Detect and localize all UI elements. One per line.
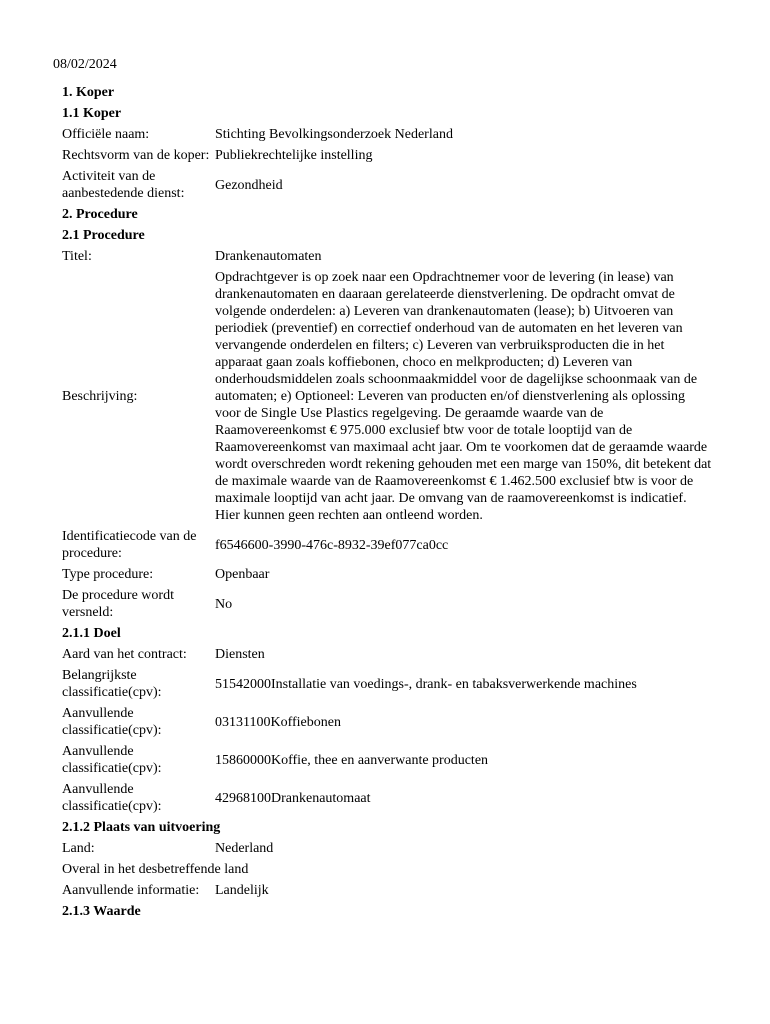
field-row (62, 126, 712, 143)
section-heading: 2. Procedure (62, 207, 138, 222)
field-label: Aanvullende classificatie(cpv): (62, 782, 162, 814)
field-label: Activiteit van de aanbestedende dienst: (62, 169, 185, 201)
field-row (62, 667, 712, 701)
field-label: Aanvullende classificatie(cpv): (62, 706, 162, 738)
field-value: 03131100Koffiebonen (215, 714, 341, 730)
field-row (62, 248, 712, 265)
field-value: No (215, 596, 233, 612)
field-value: Diensten (215, 647, 265, 662)
document-date: 08/02/2024 (53, 57, 117, 72)
section-heading: 1.1 Koper (62, 106, 122, 121)
field-label: Belangrijkste classificatie(cpv): (62, 668, 162, 700)
field-row (62, 269, 712, 524)
field-label: Identificatiecode van de procedure: (62, 529, 197, 561)
field-row (62, 528, 712, 562)
field-row (62, 743, 712, 777)
section-heading: 2.1.3 Waarde (62, 904, 141, 919)
field-label: Land: (62, 841, 95, 856)
field-value: Drankenautomaten (215, 249, 322, 264)
field-value: Stichting Bevolkingsonderzoek Nederland (215, 127, 453, 142)
field-row (62, 147, 712, 164)
field-row (62, 566, 712, 583)
field-value: Landelijk (215, 883, 269, 898)
field-value: Gezondheid (215, 177, 283, 193)
field-row (62, 646, 712, 663)
section-heading: 2.1 Procedure (62, 228, 145, 243)
field-row (62, 168, 712, 202)
field-row (62, 840, 712, 857)
field-value: Nederland (215, 841, 274, 856)
field-value: Openbaar (215, 567, 270, 582)
field-label: De procedure wordt versneld: (62, 588, 174, 620)
field-value: 51542000Installatie van voedings-, drank- en tabaksverwerkende machines (215, 676, 637, 692)
field-row (62, 587, 712, 621)
field-value: Publiekrechtelijke instelling (215, 148, 373, 163)
field-label: Type procedure: (62, 567, 154, 582)
section-heading: 1. Koper (62, 85, 115, 100)
field-label: Titel: (62, 249, 92, 264)
field-label: Beschrijving: (62, 389, 138, 404)
field-value: Opdrachtgever is op zoek naar een Opdrachtnemer voor de levering (in lease) van drankenautomaten en daaraan gerelateerde dienstverlening. De opdracht omvat de volgende onderdelen: a) Leveren van drankenautomaten (lease); b) Uitvoeren van periodiek (preventief) en correctief onderhoud van de automaten en het leveren van vervangende onderdelen en filters; c) Leveren van verbruiksproducten die in het apparaat gaan zoals koffiebonen, choco en melkproducten; d) Leveren van onderhoudsmiddelen zoals schoonmaakmiddel voor de dagelijkse schoonmaak van de automaten; e) Optioneel: Leveren van producten en/of dienstverlening als oplossing voor de Single Use Plastics regelgeving. De geraamde waarde van de Raamovereenkomst € 975.000 exclusief btw voor de totale looptijd van de Raamovereenkomst van maximaal acht jaar. Om te voorkomen dat de geraamde waarde wordt overschreden wordt rekening gehouden met een marge van 150%, dit betekent dat de maximale waarde van de Raamovereenkomst € 1.462.500 exclusief btw is voor de maximale looptijd van acht jaar. De omvang van de raamovereenkomst is indicatief. Hier kunnen geen rechten aan ontleend worden. (215, 270, 712, 523)
document-body (62, 84, 712, 924)
field-label: Aard van het contract: (62, 647, 187, 662)
field-label: Rechtsvorm van de koper: (62, 148, 210, 163)
field-value: 42968100Drankenautomaat (215, 790, 371, 806)
field-row (62, 882, 712, 899)
field-row (62, 705, 712, 739)
field-label: Officiële naam: (62, 127, 150, 142)
field-text: Overal in het desbetreffende land (62, 862, 249, 877)
section-heading: 2.1.1 Doel (62, 626, 121, 641)
section-heading: 2.1.2 Plaats van uitvoering (62, 820, 221, 835)
field-row (62, 781, 712, 815)
field-value: 15860000Koffie, thee en aanverwante producten (215, 752, 489, 768)
field-label: Aanvullende classificatie(cpv): (62, 744, 162, 776)
field-label: Aanvullende informatie: (62, 883, 200, 898)
field-value: f6546600-3990-476c-8932-39ef077ca0cc (215, 537, 449, 553)
